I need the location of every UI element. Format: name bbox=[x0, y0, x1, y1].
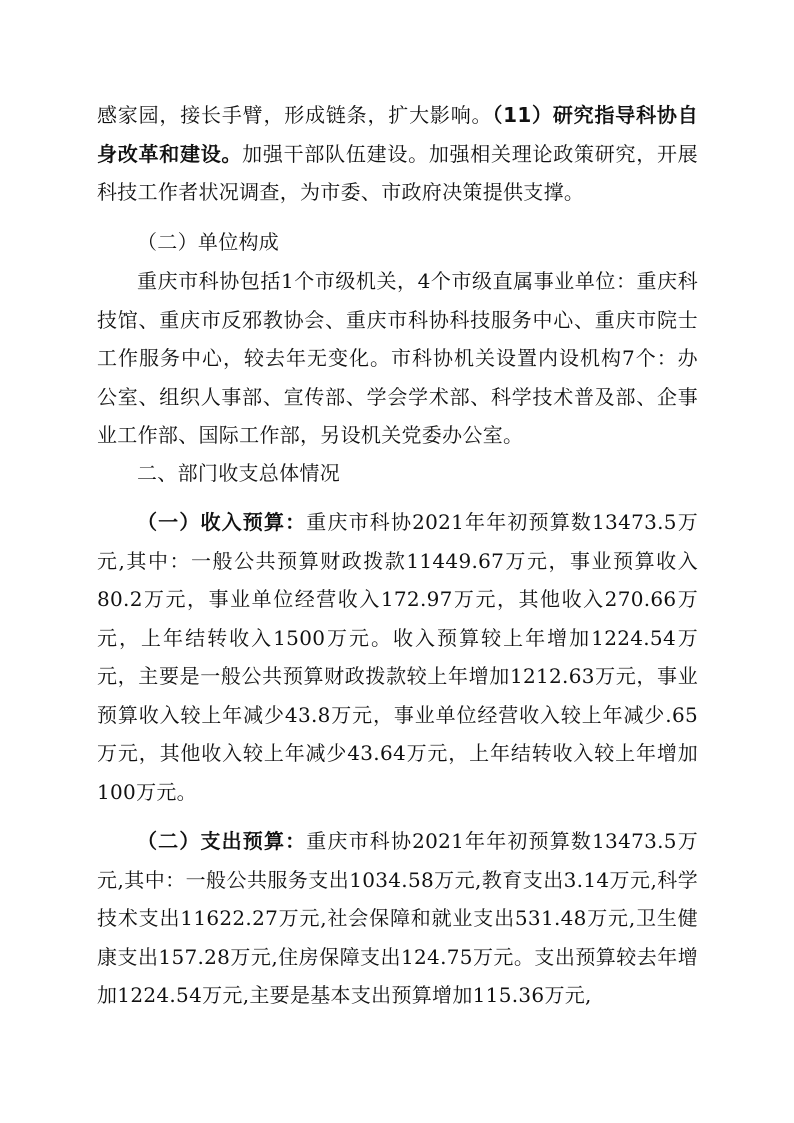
duties-text-2: 加强干部队伍建设。加强相关理论政策研究，开展科技工作者状况调查，为市委、市政府决策提供支撑。 bbox=[97, 141, 698, 204]
duty-11-heading: （11）研究指导科协自身改革和建设。 bbox=[97, 103, 698, 166]
income-budget-text: 重庆市科协2021年年初预算数13473.5万元,其中：一般公共预算财政拨款11449.67万元，事业预算收入80.2万元，事业单位经营收入172.97万元，其他收入270.66万元，上年结转收入1500万元。收入预算较上年增加1224.54万元，主要是一般公共预算财政拨款较上年增加1212.63万元，事业预算收入较上年减少43.8万元，事业单位经营收入较上年减少.65万元，其他收入较上年减少43.64万元，上年结转收入较上年增加100万元。 bbox=[97, 510, 698, 804]
paragraph-income-budget bbox=[97, 503, 698, 811]
paragraph-unit-composition: 重庆市科协包括1个市级机关，4个市级直属事业单位：重庆科技馆、重庆市反邪教协会、重庆市科协科技服务中心、重庆市院士工作服务中心，较去年无变化。市科协机关设置内设机构7个：办公室、组织人事部、宣传部、学会学术部、科学技术普及部、企事业工作部、国际工作部，另设机关党委办公室。 bbox=[97, 269, 698, 447]
expenditure-budget-label: （二）支出预算： bbox=[137, 829, 307, 853]
duties-text-1: 感家园，接长手臂，形成链条，扩大影响。 bbox=[97, 103, 493, 127]
paragraph-duties-end bbox=[97, 96, 698, 212]
section-heading-unit-composition: （二）单位构成 bbox=[137, 230, 280, 254]
expenditure-budget-text: 重庆市科协2021年年初预算数13473.5万元,其中：一般公共服务支出1034.58万元,教育支出3.14万元,科学技术支出11622.27万元,社会保障和就业支出531.48万元,卫生健康支出157.28万元,住房保障支出124.75万元。支出预算较去年增加1224.54万元,主要是基本支出预算增加115.36万元, bbox=[97, 829, 698, 1007]
section-heading-budget-overview: 二、部门收支总体情况 bbox=[137, 461, 340, 485]
income-budget-label: （一）收入预算： bbox=[137, 510, 307, 534]
paragraph-expenditure-budget bbox=[97, 822, 698, 1015]
